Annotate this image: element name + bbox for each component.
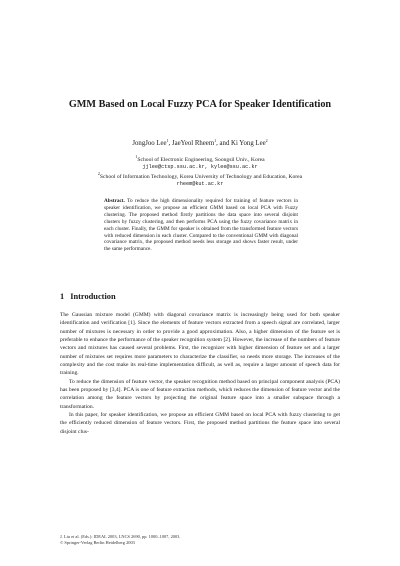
footer-citation: J. Liu et al. (Eds.): IDEAL 2003, LNCS 2690, pp. 1000–1007, 2003. <box>60 534 181 539</box>
paragraph: To reduce the dimension of feature vector, the speaker recognition method based on principal component analysis (PCA) has been proposed by [3,4]. PCA is one of feature extraction methods, which reduces the dimension of feature vector and the correlation among the feature vectors by projecting the original feature space into a smaller subspace through a transformation. <box>60 378 340 410</box>
author-name: JongJoo Lee <box>132 140 167 147</box>
affiliation <box>55 170 345 188</box>
section-title: Introduction <box>70 292 116 301</box>
author-name: JaeYeol Rheem <box>171 140 215 147</box>
author-affiliation-mark: 1 <box>214 138 217 143</box>
body-text <box>60 311 340 436</box>
abstract-label: Abstract. <box>104 198 125 204</box>
author-list <box>60 138 340 147</box>
page-footer <box>60 534 340 546</box>
paper-title: GMM Based on Local Fuzzy PCA for Speaker Identification <box>68 99 332 110</box>
author-separator: , and <box>216 140 232 147</box>
abstract-text: To reduce the high dimensionality required for training of feature vectors in speaker identification, we propose an efficient GMM based on local PCA with Fuzzy clustering. The proposed method firstly partitions the data space into several disjoint clusters by fuzzy clustering, and then performs PCA using the fuzzy covariance matrix in each cluster. Finally, the GMM for speaker is obtained from the transformed feature vectors with reduced dimension in each cluster. Compared to the conventional GMM with diagonal covariance matrix, the proposed method needs less storage and shows faster result, under the same performance. <box>104 198 298 253</box>
author-name: Ki Yong Lee <box>231 140 266 147</box>
section-number: 1 <box>60 292 65 301</box>
affiliation-name: $^1$School of Electronic Engineering, Soongsil Univ., Korea <box>135 154 265 163</box>
affiliation-mark: 1 <box>135 154 138 159</box>
paragraph: In this paper, for speaker identification, we propose an efficient GMM based on local PCA with fuzzy clustering to get the efficiently reduced dimension of feature vectors. First, the proposed method partitions the feature space into several disjoint clus- <box>60 412 340 435</box>
affiliation-email: jjlee@ctsp.ssu.ac.kr, kylee@ssu.ac.kr <box>142 164 258 171</box>
affiliation <box>55 153 345 171</box>
affiliation-name: $^2$School of Information Technology, Korea University of Technology and Education, Korea <box>97 171 303 180</box>
paragraph: The Gaussian mixture model (GMM) with diagonal covariance matrix is increasingly being used for both speaker identification and verification [1]. Since the elements of feature vectors extracted from a speech signal are correlated, larger number of mixtures is necessary in order to provide a good approximation. Also, a higher dimension of the feature set is preferable to enhance the performance of the speaker recognition system [2]. However, the increase of the numbers of feature vectors and mixtures has caused several problems. First, the recognizer with higher dimension of feature set and a larger number of mixtures set requires more parameters to characterize the classifier, so needs more storage. The increases of the complexity and the cost make its real-time implementation difficult, as well as, require a larger amount of speech data for training. <box>60 312 340 377</box>
section-heading <box>60 292 116 301</box>
footer-copyright: © Springer-Verlag Berlin Heidelberg 2003 <box>60 540 135 545</box>
author-affiliation-mark: 1 <box>166 138 169 143</box>
author-affiliation-mark: 2 <box>265 138 268 143</box>
affiliation-email: rheem@kut.ac.kr <box>176 181 224 188</box>
affiliation-mark: 2 <box>97 171 100 176</box>
author-separator: , <box>168 140 172 147</box>
abstract <box>104 198 298 253</box>
